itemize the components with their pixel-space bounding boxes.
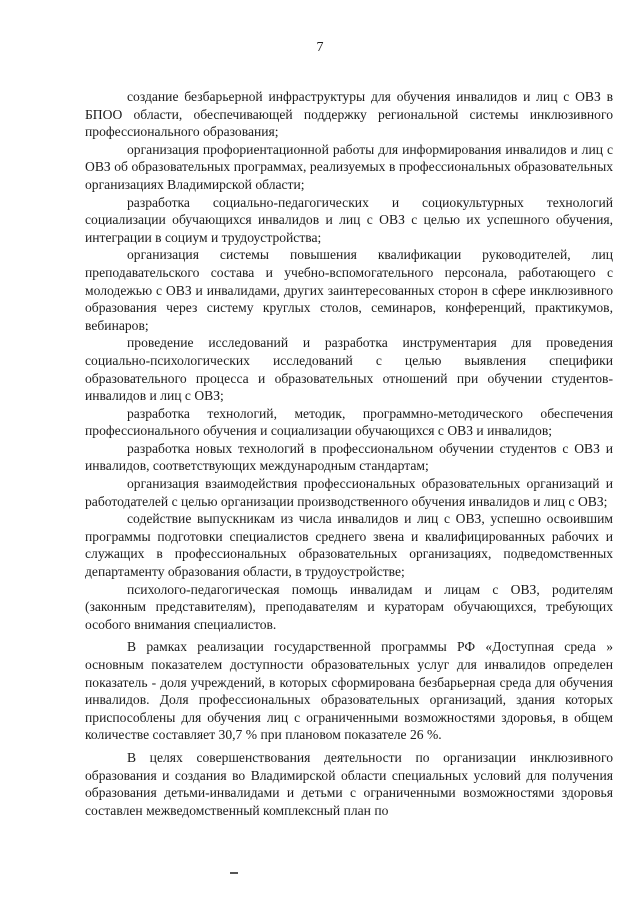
paragraph-socialization-technologies: разработка социально-педагогических и социокультурных технологий социализации обучающихся инвалидов и лиц с ОВЗ с целью их успешного обучения, интеграции в социум и трудоустройства;: [85, 194, 613, 245]
scan-mark: [230, 872, 238, 874]
paragraph-barrier-free-infrastructure: создание безбарьерной инфраструктуры для обучения инвалидов и лиц с ОВЗ в БПОО области, обеспечивающей поддержку региональной системы инклюзивного профессионального образования;: [85, 89, 613, 140]
paragraph-staff-training: организация системы повышения квалификации руководителей, лиц преподавательского состава и учебно-вспомогательного персонала, работающего с молодежью с ОВЗ и инвалидами, других заинтересованных сторон в сфере инклюзивного образования через систему круглых столов, семинаров, конференций, практикумов, вебинаров;: [85, 247, 613, 333]
paragraph-teaching-methods: разработка технологий, методик, программно-методического обеспечения профессионального обучения и социализации обучающихся с ОВЗ и инвалидов;: [85, 405, 613, 439]
paragraph-new-technologies: разработка новых технологий в профессиональном обучении студентов с ОВЗ и инвалидов, соответствующих международным стандартам;: [85, 440, 613, 474]
paragraph-accessible-environment: В рамках реализации государственной программы РФ «Доступная среда » основным показателем доступности образовательных услуг для инвалидов определен показатель - доля учреждений, в которых сформирована безбарьерная среда для обучения инвалидов. Доля профессиональных образовательных организаций, здания которых приспособлены для обучения лиц с ограниченными возможностями здоровья, в общем количестве составляет 30,7 % при плановом показателе 26 %.: [85, 639, 613, 743]
body-text: [85, 88, 613, 819]
paragraph-employer-interaction: организация взаимодействия профессиональных образовательных организаций и работодателей с целью организации производственного обучения инвалидов и лиц с ОВЗ;: [85, 476, 613, 509]
page-number: 7: [316, 40, 324, 55]
paragraph-research-tools: проведение исследований и разработка инструментария для проведения социально-психологических исследований с целью выявления специфики образовательного процесса и образовательных отношений при обучении студентов-инвалидов и лиц с ОВЗ;: [85, 335, 613, 404]
paragraph-psychological-help: психолого-педагогическая помощь инвалидам и лицам с ОВЗ, родителям (законным представителям), преподавателям и кураторам обучающихся, требующих особого внимания специалистов.: [85, 581, 613, 632]
paragraph-graduate-employment: содействие выпускникам из числа инвалидов и лиц с ОВЗ, успешно освоившим программы подготовки специалистов среднего звена и квалифицированных рабочих и служащих в профессиональных образовательных организациях, подведомственных департаменту образования области, в трудоустройстве;: [85, 511, 613, 580]
paragraph-career-guidance: организация профориентационной работы для информирования инвалидов и лиц с ОВЗ об образовательных программах, реализуемых в профессиональных образовательных организациях Владимирской области;: [85, 141, 613, 192]
paragraph-interagency-plan: В целях совершенствования деятельности по организации инклюзивного образования и создания во Владимирской области специальных условий для получения образования детьми-инвалидами и детьми с ограниченными возможностями здоровья составлен межведомственный комплексный план по: [85, 749, 613, 818]
